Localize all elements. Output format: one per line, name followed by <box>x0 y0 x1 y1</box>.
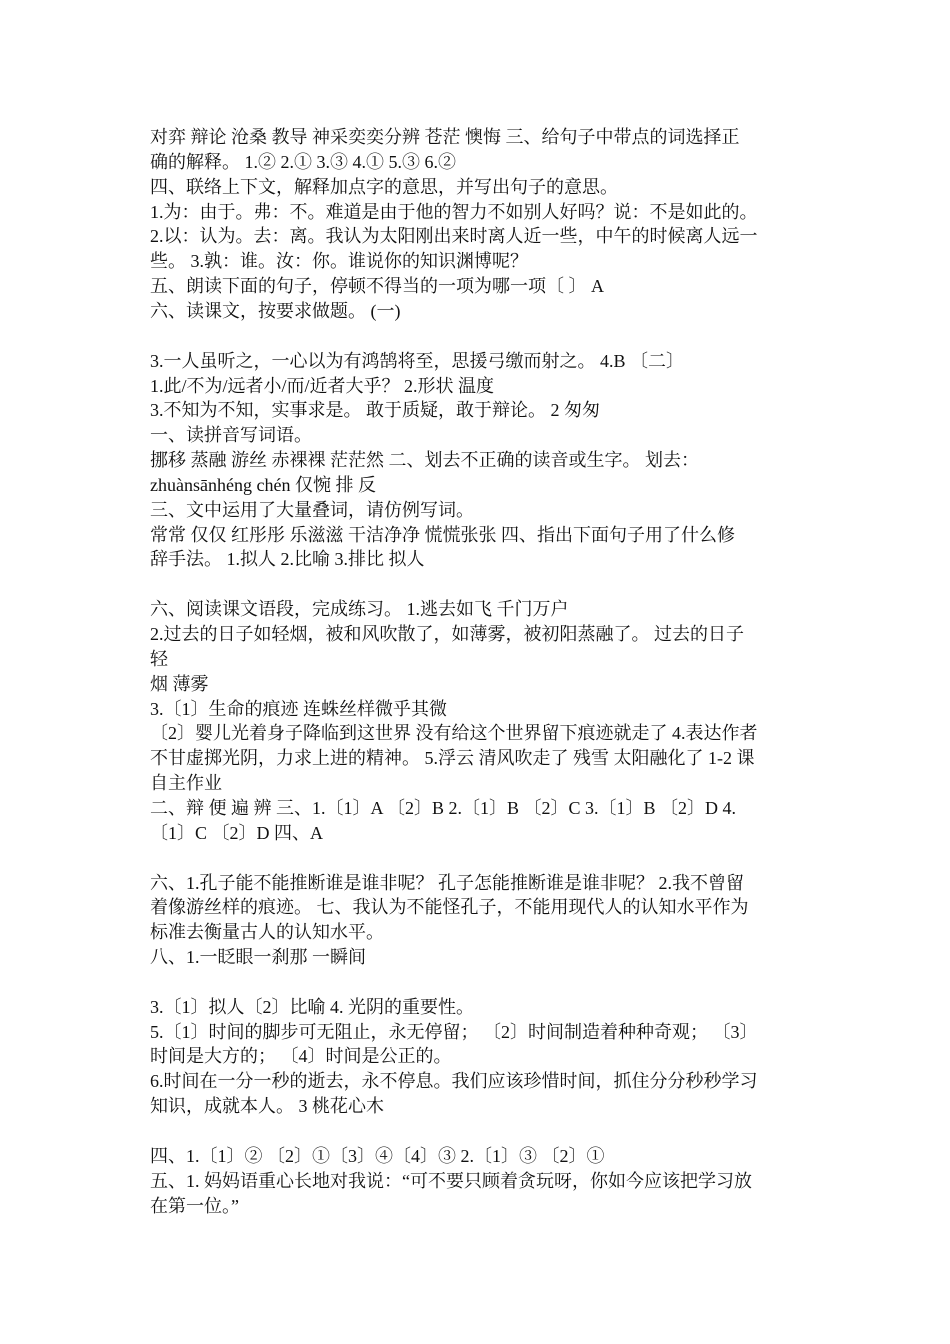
text-line: zhuànsānhéng chén 仅惋 排 反 <box>150 474 376 495</box>
text-line: 四、联络上下文，解释加点字的意思，并写出句子的意思。 <box>150 176 618 197</box>
text-line: 对弈 辩论 沧桑 教导 神采奕奕分辨 苍茫 懊悔 三、给句子中带点的词选择正 <box>150 127 740 147</box>
text-line: 3.一人虽听之，一心以为有鸿鹄将至，思援弓缴而射之。 4.B 〔二〕 <box>150 350 685 371</box>
text-line: 1.此/不为/远者小/而/近者大乎？ 2.形状 温度 <box>150 375 495 396</box>
text-line: 常常 仅仅 红彤彤 乐滋滋 干洁净净 慌慌张张 四、指出下面句子用了什么修 <box>150 524 735 545</box>
text-line: 〔2〕婴儿光着身子降临到这世界 没有给这个世界留下痕迹就走了 4.表达作者 <box>150 723 758 744</box>
text-line: 自主作业 <box>150 773 222 794</box>
text-line: 时间是大方的； 〔4〕时间是公正的。 <box>150 1046 452 1067</box>
text-line: 标准去衡量古人的认知水平。 <box>150 922 384 943</box>
text-line: 六、阅读课文语段，完成练习。 1.逃去如飞 千门万户 <box>150 599 569 620</box>
text-line: 五、朗读下面的句子，停顿不得当的一项为哪一项〔 〕 A <box>150 276 604 297</box>
text-line: 六、读课文，按要求做题。 (一) <box>150 300 401 321</box>
text-line: 五、1. 妈妈语重心长地对我说：“可不要只顾着贪玩呀，你如今应该把学习放 <box>150 1170 752 1191</box>
text-line: 确的解释。 1.② 2.① 3.③ 4.① 5.③ 6.② <box>150 151 456 172</box>
text-line: 〔1〕C 〔2〕D 四、A <box>150 822 324 843</box>
text-line: 八、1.一眨眼一刹那 一瞬间 <box>150 947 366 968</box>
text-line: 3.不知为不知，实事求是。 敢于质疑，敢于辩论。 2 匆匆 <box>150 400 600 421</box>
text-line: 在第一位。” <box>150 1195 239 1216</box>
text-line: 知识，成就本人。 3 桃花心木 <box>150 1096 384 1117</box>
text-line: 轻 <box>150 648 168 669</box>
text-line: 6.时间在一分一秒的逝去，永不停息。我们应该珍惜时间，抓住分分秒秒学习 <box>150 1071 758 1092</box>
text-line: 1.为：由于。弗：不。难道是由于他的智力不如别人好吗？说：不是如此的。 <box>150 201 758 222</box>
text-line: 3.〔1〕生命的痕迹 连蛛丝样微乎其微 <box>150 698 447 719</box>
text-line: 5.〔1〕时间的脚步可无阻止，永无停留； 〔2〕时间制造着种种奇观； 〔3〕 <box>150 1021 758 1042</box>
text-line: 三、文中运用了大量叠词，请仿例写词。 <box>150 499 474 520</box>
text-line: 3.〔1〕拟人〔2〕比喻 4. 光阴的重要性。 <box>150 996 474 1017</box>
text-line: 六、1.孔子能不能推断谁是谁非呢？ 孔子怎能推断谁是谁非呢？ 2.我不曾留 <box>150 872 744 893</box>
text-line: 些。 3.孰：谁。汝：你。谁说你的知识渊博呢？ <box>150 251 528 272</box>
text-line: 四、1.〔1〕② 〔2〕①〔3〕④〔4〕③ 2.〔1〕③ 〔2〕① <box>150 1145 605 1166</box>
text-line: 着像游丝样的痕迹。 七、我认为不能怪孔子，不能用现代人的认知水平作为 <box>150 897 749 918</box>
text-line: 烟 薄雾 <box>150 673 209 694</box>
text-line: 挪移 蒸融 游丝 赤裸裸 茫茫然 二、划去不正确的读音或生字。 划去： <box>150 450 699 471</box>
text-line: 一、读拼音写词语。 <box>150 425 312 446</box>
text-line: 辞手法。 1.拟人 2.比喻 3.排比 拟人 <box>150 549 425 570</box>
text-line: 不甘虚掷光阴，力求上进的精神。 5.浮云 清风吹走了 残雪 太阳融化了 1-2 课 <box>150 748 755 769</box>
text-line: 2.以：认为。去：离。我认为太阳刚出来时离人近一些，中午的时候离人远一 <box>150 226 758 247</box>
text-line: 二、辩 便 遍 辨 三、1.〔1〕A 〔2〕B 2.〔1〕B 〔2〕C 3.〔1〕B 〔2〕D 4. <box>150 797 737 818</box>
text-line: 2.过去的日子如轻烟，被和风吹散了，如薄雾，被初阳蒸融了。 过去的日子 <box>150 624 744 644</box>
